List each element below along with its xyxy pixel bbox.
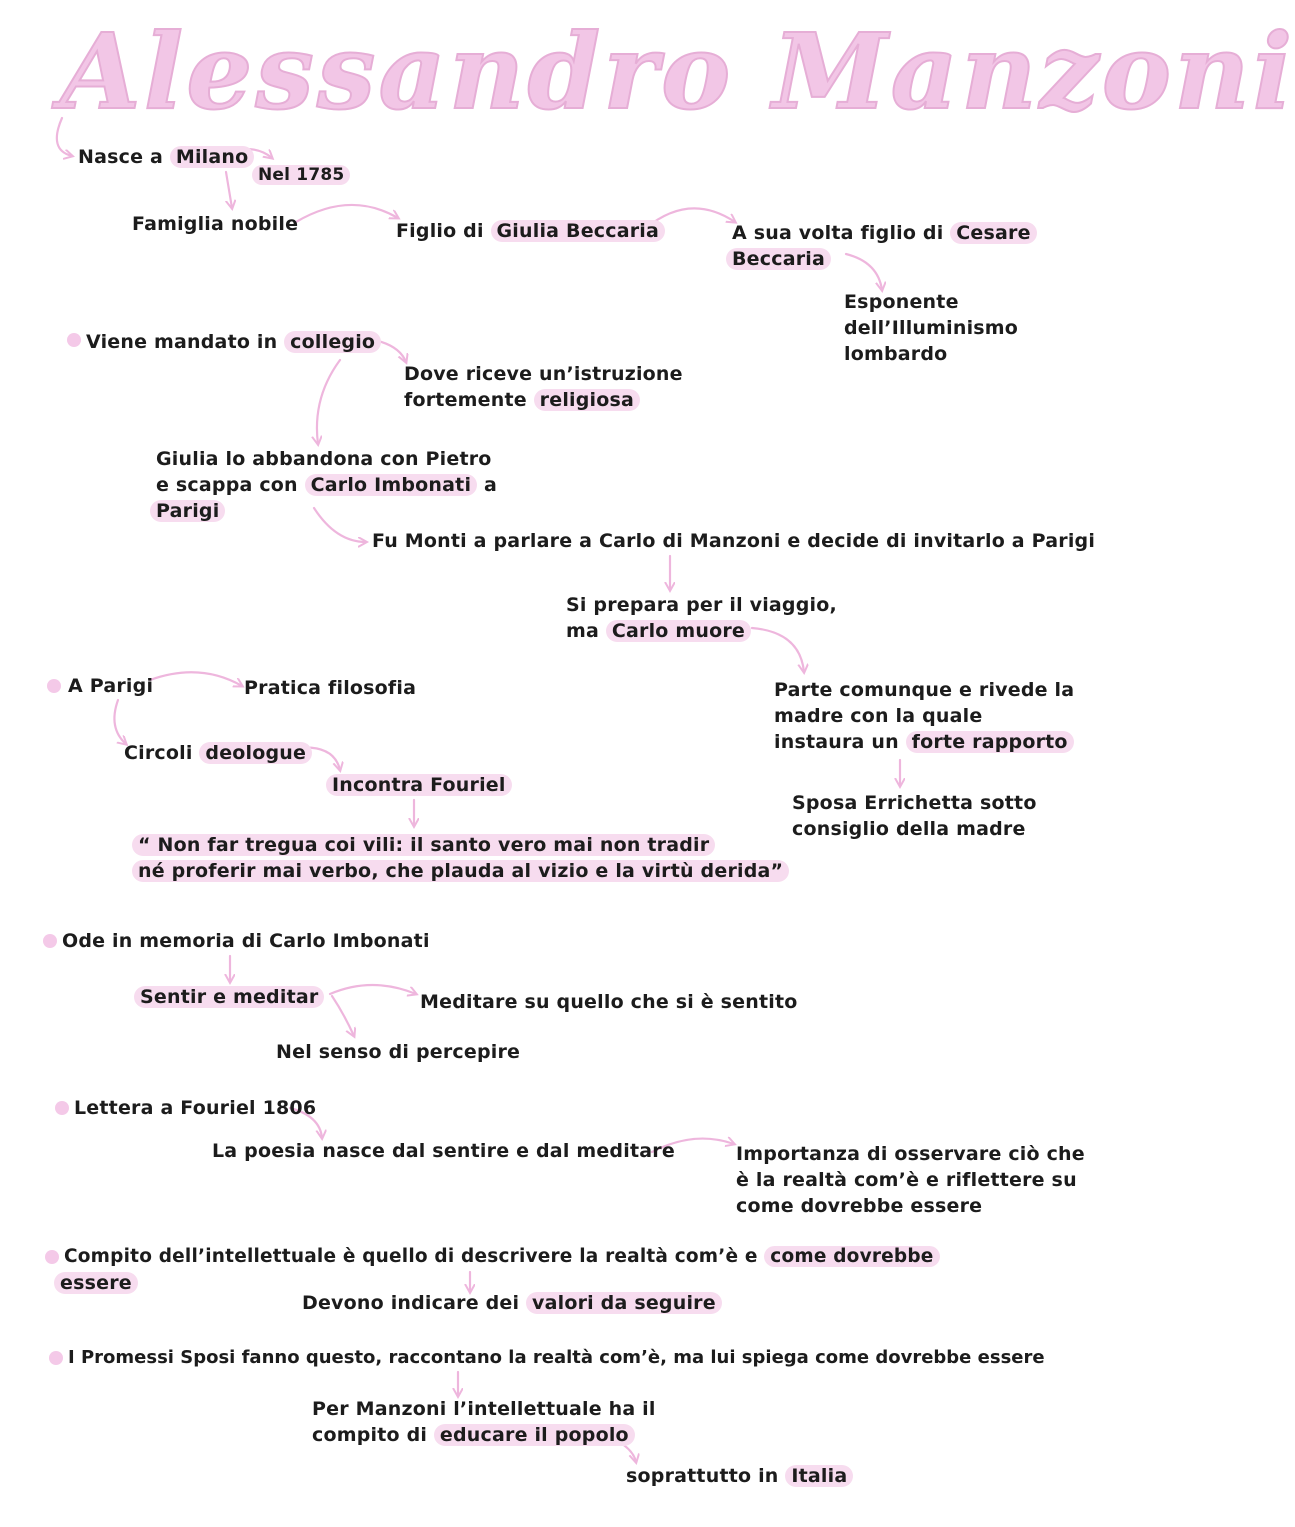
bullet-dot xyxy=(47,679,61,693)
cesare-highlight: Cesare xyxy=(950,222,1036,244)
viene-mandato-in-collegio: Viene mandato in collegio xyxy=(86,329,381,355)
sentir-e-meditar: Sentir e meditar xyxy=(134,984,324,1010)
beccaria-line xyxy=(726,246,831,272)
figlio-di-giulia: Figlio di Giulia Beccaria xyxy=(396,218,665,244)
incontra-fouriel: Incontra Fouriel xyxy=(326,772,512,798)
promessi-sposi-line: I Promessi Sposi fanno questo, raccontano la realtà com’è, ma lui spiega come dovrebbe essere xyxy=(68,1347,1045,1368)
bullet-dot xyxy=(55,1101,69,1115)
sposa-errichetta-line-2: consiglio della madre xyxy=(792,818,1026,840)
parte-comunque-line-3: instaura un forte rapporto xyxy=(774,729,1074,755)
arrow-parigi-circoli xyxy=(114,700,126,744)
bullet-dot xyxy=(45,1250,59,1264)
carlo-imbonati-highlight: Carlo Imbonati xyxy=(305,474,478,496)
esponente-line-3: lombardo xyxy=(844,343,948,365)
per-manzoni-line-2: compito di educare il popolo xyxy=(312,1422,635,1448)
pratica-filosofia: Pratica filosofia xyxy=(244,677,417,699)
educare-highlight: educare il popolo xyxy=(434,1424,635,1446)
fortemente-religiosa: fortemente religiosa xyxy=(404,387,640,413)
italia-highlight: Italia xyxy=(785,1465,853,1487)
si-prepara-line-2: ma Carlo muore xyxy=(566,618,751,644)
parte-comunque-line-1: Parte comunque e rivede la xyxy=(774,679,1075,701)
giulia-abbandona-line-1: Giulia lo abbandona con Pietro xyxy=(156,448,492,470)
bullet-dot xyxy=(49,1351,63,1365)
importanza-line-1: Importanza di osservare ciò che xyxy=(736,1143,1085,1165)
arrow-sentir-percepire xyxy=(332,996,354,1036)
quote-line-2: né proferir mai verbo, che plauda al vizio e la virtù derida” xyxy=(132,858,789,884)
milano-highlight: Milano xyxy=(170,146,255,168)
arrow-beccaria-esponente xyxy=(846,254,882,290)
devono-indicare: Devono indicare dei valori da seguire xyxy=(302,1290,722,1316)
arrow-parigi-monti xyxy=(314,508,366,542)
giulia-abbandona-line-2: e scappa con Carlo Imbonati a xyxy=(156,474,498,496)
forte-rapporto-highlight: forte rapporto xyxy=(906,731,1074,753)
nasce-a-milano: Nasce a Milano xyxy=(78,144,254,170)
poesia-nasce: La poesia nasce dal sentire e dal meditare xyxy=(212,1140,675,1162)
parte-comunque-line-2: madre con la quale xyxy=(774,705,983,727)
figlio-di-cesare: A sua volta figlio di Cesare xyxy=(732,220,1037,246)
soprattutto-in-italia: soprattutto in Italia xyxy=(626,1463,853,1489)
page-title: Alessandro Manzoni xyxy=(60,10,1295,133)
importanza-line-2: è la realtà com’è e riflettere su xyxy=(736,1169,1077,1191)
si-prepara-line-1: Si prepara per il viaggio, xyxy=(566,594,837,616)
esponente-line-2: dell’Illuminismo xyxy=(844,317,1019,339)
compito-line-2 xyxy=(54,1270,138,1296)
meditare-su: Meditare su quello che si è sentito xyxy=(420,991,798,1013)
importanza-line-3: come dovrebbe essere xyxy=(736,1195,983,1217)
per-manzoni-line-1: Per Manzoni l’intellettuale ha il xyxy=(312,1398,656,1420)
parigi-highlight: Parigi xyxy=(150,500,225,522)
beccaria-highlight: Beccaria xyxy=(726,248,831,270)
nel-senso-di-percepire: Nel senso di percepire xyxy=(276,1041,521,1063)
a-parigi: A Parigi xyxy=(68,675,154,697)
arrow-sentir-meditare xyxy=(330,985,416,994)
monti-parla-a-carlo: Fu Monti a parlare a Carlo di Manzoni e decide di invitarlo a Parigi xyxy=(372,530,1096,552)
religiosa-highlight: religiosa xyxy=(534,389,640,411)
famiglia-nobile: Famiglia nobile xyxy=(132,213,299,235)
esponente-line-1: Esponente xyxy=(844,291,959,313)
sposa-errichetta-line-1: Sposa Errichetta sotto xyxy=(792,792,1037,814)
quote-line-1: “ Non far tregua coi vili: il santo vero mai non tradir xyxy=(132,832,715,858)
compito-line-1: Compito dell’intellettuale è quello di descrivere la realtà com’è e come dovrebbe xyxy=(64,1244,940,1270)
arrow-parigi-filosofia xyxy=(150,672,242,686)
arrow-collegio-giulia xyxy=(317,360,340,444)
circoli-ideologue: Circoli deologue xyxy=(124,740,312,766)
arrow-milano-famiglia xyxy=(226,172,232,208)
anno-nascita: Nel 1785 xyxy=(252,162,350,188)
lettera-fouriel: Lettera a Fouriel 1806 xyxy=(74,1097,317,1119)
arrow-famiglia-giulia xyxy=(296,205,398,222)
carlo-muore-highlight: Carlo muore xyxy=(606,620,751,642)
collegio-highlight: collegio xyxy=(284,331,381,353)
arrow-carlo-parte xyxy=(752,628,804,672)
dove-riceve: Dove riceve un’istruzione xyxy=(404,363,683,385)
parigi-line xyxy=(150,498,225,524)
ode-title: Ode in memoria di Carlo Imbonati xyxy=(62,930,430,952)
valori-highlight: valori da seguire xyxy=(526,1292,722,1314)
bullet-dot xyxy=(43,934,57,948)
come-dovrebbe-highlight: come dovrebbe xyxy=(764,1246,939,1267)
bullet-dot xyxy=(67,333,81,347)
essere-highlight: essere xyxy=(54,1272,138,1294)
ideologue-highlight: deologue xyxy=(199,742,312,764)
giulia-beccaria-highlight: Giulia Beccaria xyxy=(491,220,666,242)
